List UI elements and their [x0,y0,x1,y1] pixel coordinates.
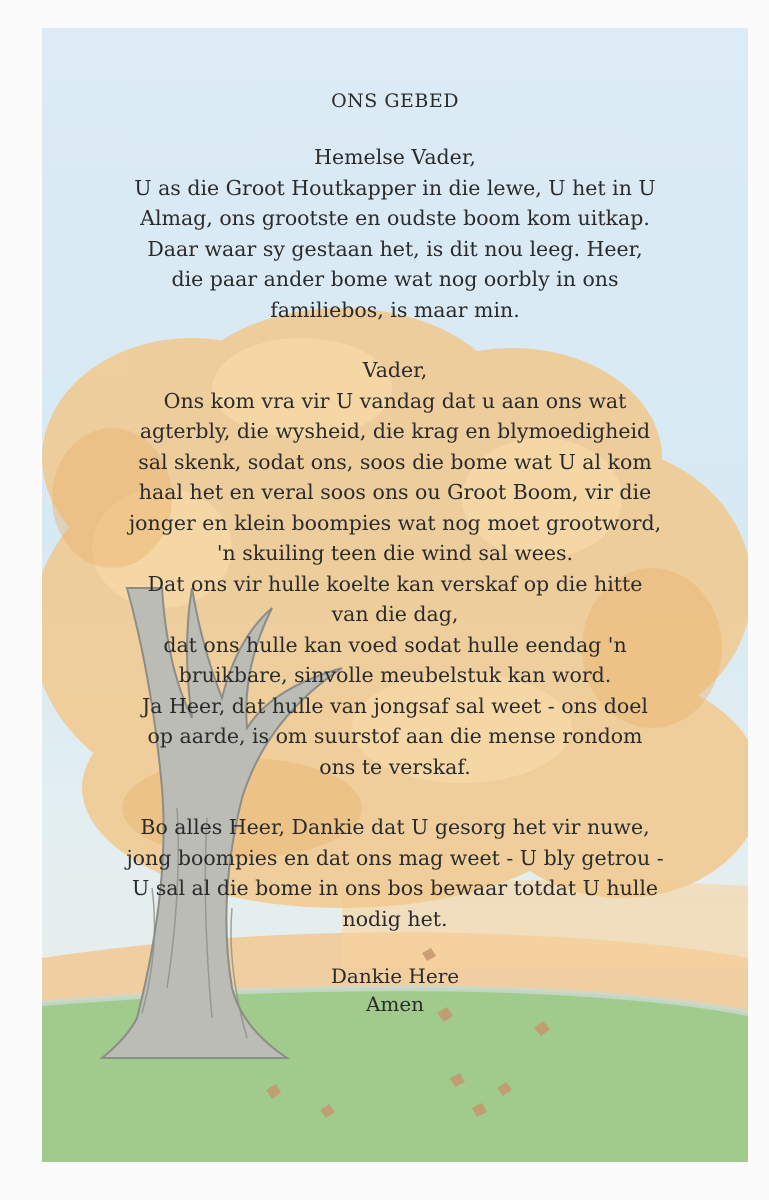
text-line: jonger en klein boompies wat nog moet grootword, [128,510,662,535]
text-line: 'n skuiling teen die wind sal wees. [216,541,574,565]
paragraph-3 [82,812,708,934]
text-line: Almag, ons grootste en oudste boom kom uitkap. [140,206,650,230]
text-line: die paar ander bome wat nog oorbly in ons [171,267,619,291]
prayer-title: ONS GEBED [331,90,459,112]
text-line: van die dag, [331,602,459,626]
text-line: ons te verskaf. [319,754,471,779]
text-line: Ons kom vra vir U vandag dat u aan ons wat [163,388,627,413]
text-line: bruikbare, sinvolle meubelstuk kan word. [178,663,612,687]
text-line: haal het en veral soos ons ou Groot Boom, vir die [138,480,652,504]
text-line: jong boompies en dat ons mag weet - U bly getrou - [126,845,664,870]
closing [82,962,708,1018]
text-line: Daar waar sy gestaan het, is dit nou leeg. Heer, [147,236,643,261]
text-line: Bo alles Heer, Dankie dat U gesorg het vir nuwe, [140,815,650,839]
closing-line-amen: Amen [365,992,425,1016]
text-line: Dat ons vir hulle koelte kan verskaf op die hitte [147,571,643,596]
paragraph-1 [82,142,708,325]
text-line: U as die Groot Houtkapper in die lewe, U het in U [134,175,656,200]
text-line: agterbly, die wysheid, die krag en blymoedigheid [139,419,651,443]
text-line: sal skenk, sodat ons, soos die bome wat U al kom [138,449,652,474]
text-line: dat ons hulle kan voed sodat hulle eendag 'n [163,632,627,657]
text-line: nodig het. [342,906,448,931]
text-line: Hemelse Vader, [314,145,476,169]
text-line: Ja Heer, dat hulle van jongsaf sal weet - ons doel [142,693,648,718]
prayer-text [82,88,708,1018]
text-line: U sal al die bome in ons bos bewaar totdat U hulle [131,876,659,900]
closing-line-thanks: Dankie Here [330,964,460,988]
text-line: Vader, [362,358,428,382]
text-line: familiebos, is maar min. [270,297,520,322]
prayer-card [42,28,748,1162]
paragraph-2 [82,355,708,782]
text-line: op aarde, is om suurstof aan die mense rondom [147,724,643,748]
